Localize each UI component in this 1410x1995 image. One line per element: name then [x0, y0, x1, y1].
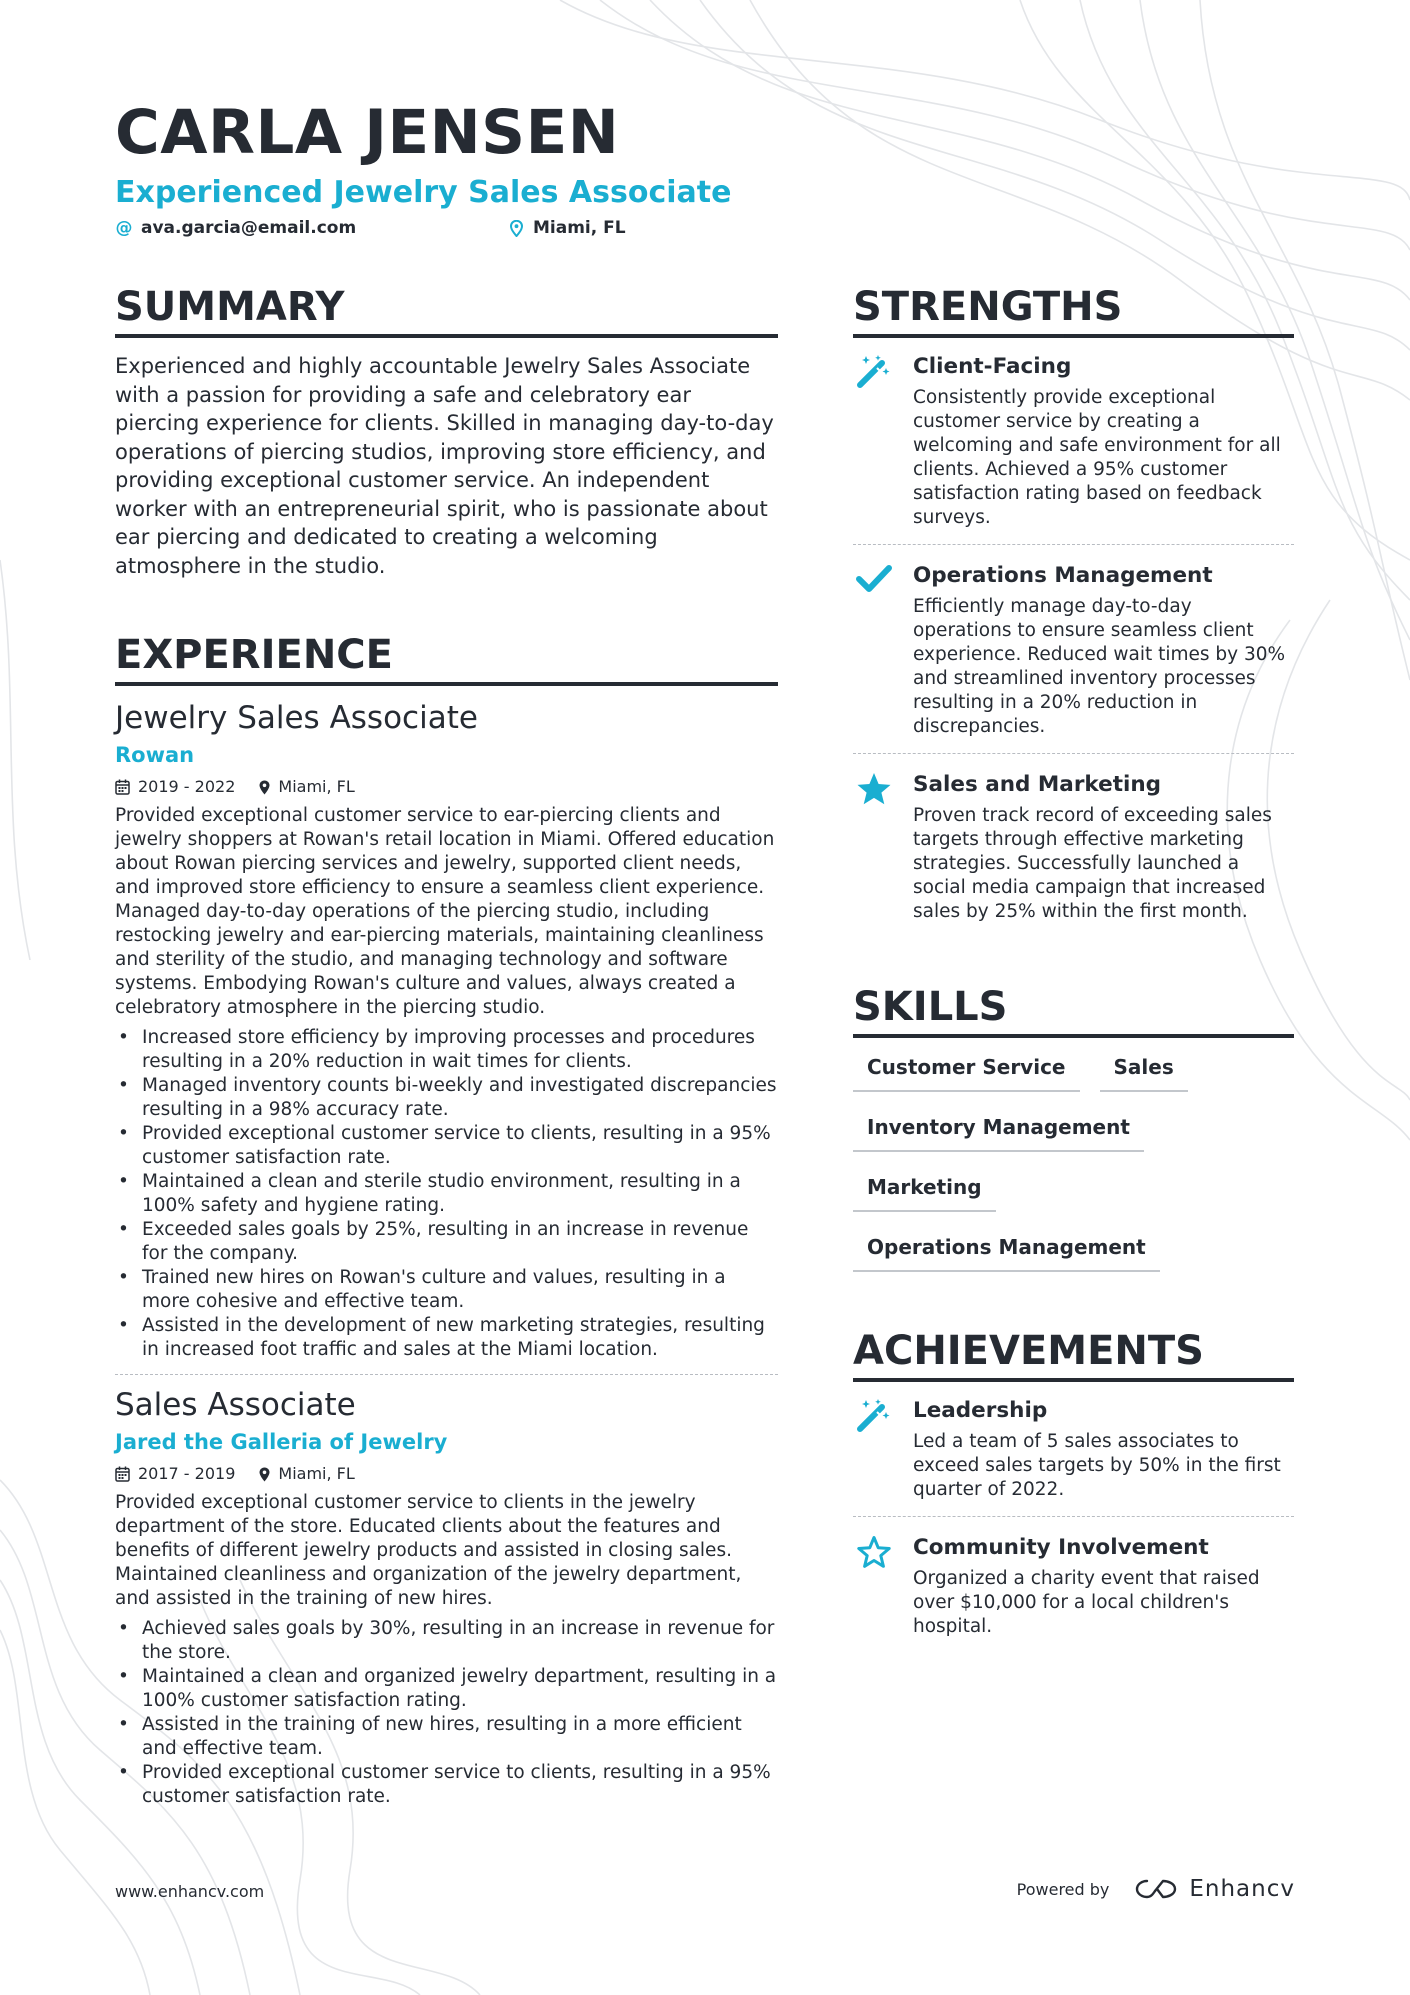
job-location: Miami, FL [259, 1463, 354, 1485]
location-text: Miami, FL [533, 218, 626, 238]
strength-description: Efficiently manage day-to-day operations to ensure seamless client experience. Reduced wait times by 30% and streamlined inventory processes resulting in a 20% reduction in discrepancies. [913, 596, 1286, 737]
powered-by-label: Powered by [1016, 1879, 1110, 1899]
enhancv-logo-icon [1133, 1877, 1179, 1901]
job-meta [115, 1463, 778, 1485]
job-meta [115, 776, 778, 798]
strength-title: Operations Management [913, 563, 1213, 588]
skills-heading: SKILLS [853, 982, 1294, 1038]
list-item: • Achieved sales goals by 30%, resulting in an increase in revenue for the store. [115, 1617, 778, 1665]
star-icon [853, 770, 895, 924]
at-sign-icon: @ [115, 218, 133, 238]
candidate-name: CARLA JENSEN [115, 97, 620, 168]
checkmark-icon [853, 561, 895, 739]
job-description: Provided exceptional customer service to clients in the jewelry department of the store. Educated clients about the features and benefits of different jewelry products and assisted in closing sales. Maintained cleanliness and organization of the jewelry department, and assisted in the training of new hires. [115, 1492, 742, 1609]
skill-tag: Inventory Management [853, 1114, 1144, 1152]
strength-description: Proven track record of exceeding sales targets through effective marketing strategies. Successfully launched a social media campaign that increased sales by 25% within the first month. [913, 805, 1272, 922]
list-item: • Provided exceptional customer service to clients, resulting in a 95% customer satisfaction rate. [115, 1122, 778, 1170]
job-location: Miami, FL [259, 776, 354, 798]
skills-list [853, 1054, 1294, 1294]
skill-tag: Marketing [853, 1174, 996, 1212]
job-achievements-list [115, 1617, 778, 1809]
summary-heading: SUMMARY [115, 282, 778, 338]
location-contact [507, 218, 626, 238]
list-item: • Assisted in the development of new marketing strategies, resulting in increased foot traffic and sales at the Miami location. [115, 1314, 778, 1362]
job-dates: 2019 - 2022 [115, 776, 235, 798]
experience-heading: EXPERIENCE [115, 630, 778, 686]
job-role: Sales Associate [115, 1387, 356, 1423]
list-item: • Trained new hires on Rowan's culture and values, resulting in a more cohesive and effective team. [115, 1266, 778, 1314]
strength-title: Sales and Marketing [913, 772, 1162, 797]
achievements-list [853, 1396, 1294, 1653]
job-description: Provided exceptional customer service to ear-piercing clients and jewelry shoppers at Rowan's retail location in Miami. Offered education about Rowan piercing services and jewelry, supported client needs, and improved store efficiency to ensure a seamless client experience. Managed day-to-day operations of the piercing studio, including restocking jewelry and ear-piercing materials, maintaining cleanliness and sterility of the studio, and managing technology and software systems. Embodying Rowan's culture and values, always created a celebratory atmosphere in the piercing studio. [115, 805, 775, 1018]
footer-website[interactable]: www.enhancv.com [115, 1882, 265, 1901]
achievement-title: Leadership [913, 1398, 1048, 1423]
map-pin-icon [259, 780, 270, 795]
job-company: Jared the Galleria of Jewelry [115, 1430, 448, 1454]
achievements-heading: ACHIEVEMENTS [853, 1326, 1294, 1382]
email-text: ava.garcia@email.com [141, 218, 357, 238]
brand-logo[interactable] [1133, 1876, 1295, 1902]
list-item: • Maintained a clean and organized jewelry department, resulting in a 100% customer satisfaction rating. [115, 1665, 778, 1713]
summary-text: Experienced and highly accountable Jewelry Sales Associate with a passion for providing a safe and celebratory ear piercing experience for clients. Skilled in managing day-to-day operations of piercing studios, improving store efficiency, and providing exceptional customer service. An independent worker with an entrepreneurial spirit, who is passionate about ear piercing and dedicated to creating a welcoming atmosphere in the studio. [115, 354, 774, 578]
candidate-title: Experienced Jewelry Sales Associate [115, 175, 732, 210]
job-role: Jewelry Sales Associate [115, 700, 478, 736]
experience-entry [115, 1385, 778, 1809]
divider [115, 1374, 778, 1375]
job-company: Rowan [115, 743, 195, 767]
magic-wand-icon [853, 352, 895, 530]
resume-header [115, 98, 1295, 248]
strength-item [853, 754, 1294, 938]
job-achievements-list [115, 1026, 778, 1362]
skill-tag: Customer Service [853, 1054, 1080, 1092]
achievement-item [853, 1396, 1294, 1517]
map-pin-icon [507, 220, 525, 237]
strength-item [853, 352, 1294, 545]
strengths-list [853, 352, 1294, 938]
calendar-icon [115, 779, 130, 795]
list-item: • Exceeded sales goals by 25%, resulting in an increase in revenue for the company. [115, 1218, 778, 1266]
strength-title: Client-Facing [913, 354, 1072, 379]
list-item: • Provided exceptional customer service to clients, resulting in a 95% customer satisfaction rate. [115, 1761, 778, 1809]
list-item: • Managed inventory counts bi-weekly and investigated discrepancies resulting in a 98% accuracy rate. [115, 1074, 778, 1122]
footer-branding [1017, 1876, 1295, 1902]
strengths-heading: STRENGTHS [853, 282, 1294, 338]
calendar-icon [115, 1466, 130, 1482]
achievement-item [853, 1517, 1294, 1653]
left-column [115, 282, 778, 1809]
list-item: • Increased store efficiency by improving processes and procedures resulting in a 20% reduction in wait times for clients. [115, 1026, 778, 1074]
list-item: • Assisted in the training of new hires, resulting in a more efficient and effective team. [115, 1713, 778, 1761]
skill-tag: Sales [1100, 1054, 1188, 1092]
skill-tag: Operations Management [853, 1234, 1160, 1272]
brand-name: Enhancv [1189, 1876, 1295, 1902]
list-item: • Maintained a clean and sterile studio environment, resulting in a 100% safety and hygiene rating. [115, 1170, 778, 1218]
achievement-title: Community Involvement [913, 1535, 1209, 1560]
magic-wand-icon [853, 1396, 895, 1502]
map-pin-icon [259, 1467, 270, 1482]
achievement-description: Organized a charity event that raised over $10,000 for a local children's hospital. [913, 1568, 1260, 1637]
job-dates: 2017 - 2019 [115, 1463, 235, 1485]
email-contact[interactable] [115, 218, 356, 238]
strength-description: Consistently provide exceptional customer service by creating a welcoming and safe environment for all clients. Achieved a 95% customer satisfaction rating based on feedback surveys. [913, 387, 1281, 528]
right-column [853, 282, 1294, 1653]
achievement-description: Led a team of 5 sales associates to exceed sales targets by 50% in the first quarter of 2022. [913, 1431, 1281, 1500]
contact-info [115, 218, 1295, 248]
star-outline-icon [853, 1533, 895, 1639]
strength-item [853, 545, 1294, 754]
experience-entry [115, 698, 778, 1375]
